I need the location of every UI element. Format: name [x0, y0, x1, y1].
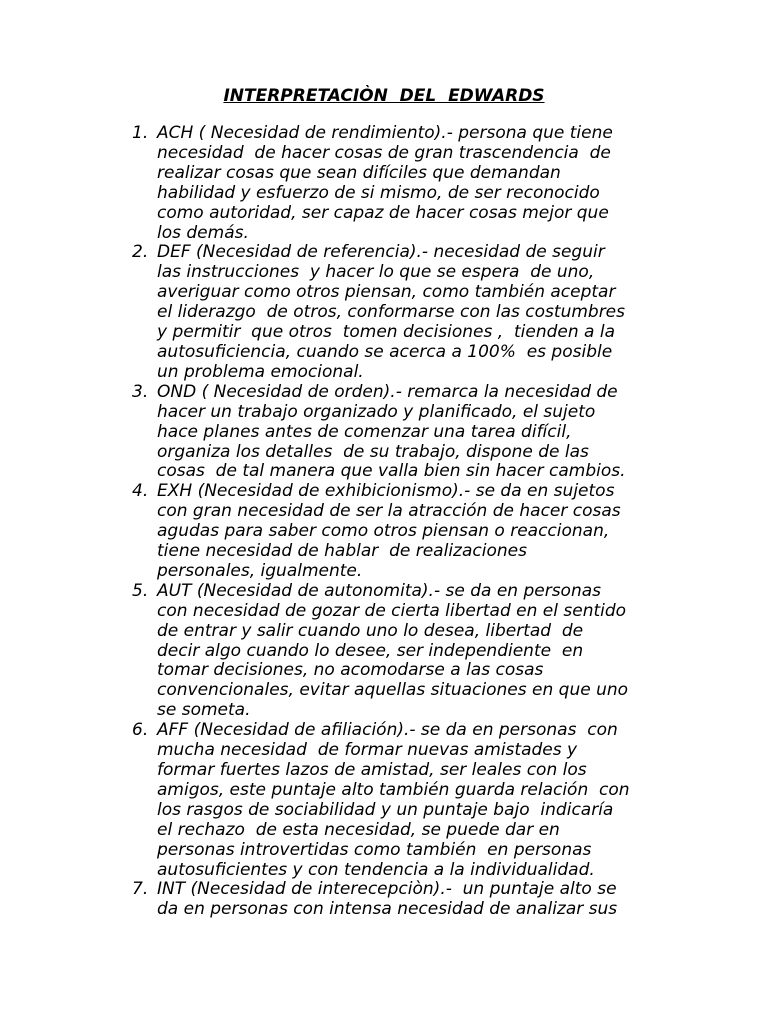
text-line: decir algo cuando lo desee, ser independiente en [157, 640, 584, 661]
text-line: el liderazgo de otros, conformarse con las costumbres [157, 302, 625, 323]
text-line: se someta. [157, 700, 251, 721]
numbered-list [0, 124, 768, 920]
list-item-number: 7. [132, 879, 149, 900]
text-line: los rasgos de sociabilidad y un puntaje bajo indicaría [157, 799, 614, 820]
text-line: autosuficiencia, cuando se acerca a 100% es posible [157, 341, 613, 362]
text-line: DEF (Necesidad de referencia).- necesidad de seguir [157, 242, 605, 263]
text-line: hace planes antes de comenzar una tarea difícil, [157, 421, 572, 442]
text-line: personales, igualmente. [157, 560, 363, 581]
list-item-number: 2. [132, 242, 149, 263]
list-item-number: 3. [132, 381, 149, 402]
text-line: AFF (Necesidad de afiliación).- se da en personas con [157, 720, 618, 741]
text-line: habilidad y esfuerzo de si mismo, de ser reconocido [157, 182, 600, 203]
text-line: como autoridad, ser capaz de hacer cosas mejor que [157, 202, 609, 223]
list-item [0, 383, 768, 483]
text-line: hacer un trabajo organizado y planificado, el sujeto [157, 401, 596, 422]
text-line: personas introvertidas como también en personas [157, 839, 592, 860]
text-line: INT (Necesidad de interecepciòn).- un puntaje alto se [157, 879, 617, 900]
text-line: agudas para saber como otros piensan o reaccionan, [157, 521, 610, 542]
text-line: cosas de tal manera que valla bien sin hacer cambios. [157, 461, 626, 482]
list-item [0, 243, 768, 382]
list-item [0, 124, 768, 243]
text-line: averiguar como otros piensan, como también aceptar [157, 282, 616, 303]
list-item [0, 582, 768, 721]
list-item-text [157, 582, 768, 721]
list-item-number: 1. [132, 123, 149, 143]
text-line: organiza los detalles de su trabajo, dispone de las [157, 441, 589, 462]
list-item-number: 6. [132, 720, 149, 741]
list-item-number: 4. [132, 481, 149, 502]
text-line: un problema emocional. [157, 361, 364, 382]
text-line: tomar decisiones, no acomodarse a las cosas [157, 660, 544, 681]
list-item-text [157, 482, 768, 582]
text-line: da en personas con intensa necesidad de analizar sus [157, 899, 618, 920]
text-line: EXH (Necesidad de exhibicionismo).- se da en sujetos [157, 481, 615, 502]
text-line: ACH ( Necesidad de rendimiento).- persona que tiene [157, 123, 613, 143]
text-line: tiene necesidad de hablar de realizaciones [157, 541, 527, 562]
text-line: formar fuertes lazos de amistad, ser leales con los [157, 760, 587, 780]
text-line: y permitir que otros tomen decisiones , tienden a la [157, 322, 616, 343]
text-line: de entrar y salir cuando uno lo desea, libertad de [157, 620, 584, 641]
list-item [0, 482, 768, 582]
list-item [0, 880, 768, 920]
text-line: las instrucciones y hacer lo que se espera de uno, [157, 262, 595, 283]
text-line: mucha necesidad de formar nuevas amistades y [157, 740, 578, 761]
text-line: con necesidad de gozar de cierta libertad en el sentido [157, 600, 627, 621]
text-line: amigos, este puntaje alto también guarda relación con [157, 779, 630, 800]
list-item-number: 5. [132, 580, 149, 601]
text-line: realizar cosas que sean difíciles que demandan [157, 162, 561, 183]
text-line: convencionales, evitar aquellas situaciones en que uno [157, 680, 629, 701]
text-line: autosuficientes y con tendencia a la individualidad. [157, 859, 595, 880]
text-line: con gran necesidad de ser la atracción de hacer cosas [157, 501, 621, 522]
text-line: el rechazo de esta necesidad, se puede dar en [157, 819, 560, 840]
list-item-text [157, 721, 768, 880]
list-item [0, 721, 768, 880]
list-item-text [157, 383, 768, 483]
text-line: OND ( Necesidad de orden).- remarca la necesidad de [157, 381, 618, 402]
text-line: los demás. [157, 222, 249, 243]
list-item-text [157, 243, 768, 382]
list-item-text [157, 124, 768, 243]
list-item-text [157, 880, 768, 920]
text-line: necesidad de hacer cosas de gran trascendencia de [157, 142, 611, 163]
text-line: AUT (Necesidad de autonomita).- se da en personas [157, 580, 602, 601]
page-title: INTERPRETACIÒN DEL EDWARDS [223, 86, 545, 106]
